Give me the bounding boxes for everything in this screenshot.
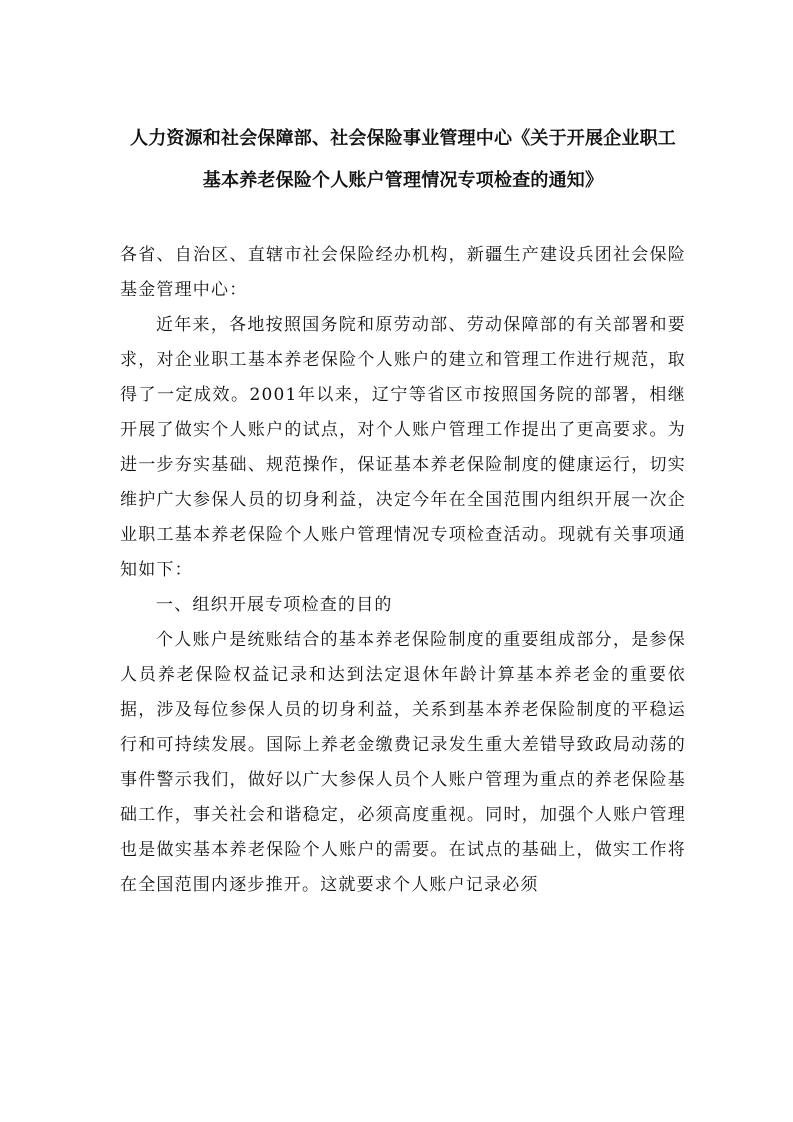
title-line-2: 基本养老保险个人账户管理情况专项检查的通知》 — [202, 170, 604, 191]
paragraph-purpose: 个人账户是统账结合的基本养老保险制度的重要组成部分，是参保人员养老保险权益记录和达到法定退休年龄计算基本养老金的重要依据，涉及每位参保人员的切身利益，关系到基本养老保险制度的平稳运行和可持续发展。国际上养老金缴费记录发生重大差错导致政局动荡的事件警示我们，做好以广大参保人员个人账户管理为重点的养老保险基础工作，事关社会和谐稳定，必须高度重视。同时，加强个人账户管理也是做实基本养老保险个人账户的需要。在试点的基础上，做实工作将在全国范围内逐步推开。这就要求个人账户记录必须 — [120, 630, 686, 895]
salutation: 各省、自治区、直辖市社会保险经办机构，新疆生产建设兵团社会保险基金管理中心： — [120, 245, 686, 300]
document-page — [120, 0, 686, 1122]
title-line-1: 人力资源和社会保障部、社会保险事业管理中心《关于开展企业职工 — [130, 128, 676, 149]
document-body — [120, 238, 686, 903]
document-title — [120, 118, 686, 202]
section-heading-1: 一、组织开展专项检查的目的 — [156, 595, 393, 615]
paragraph-intro: 近年来，各地按照国务院和原劳动部、劳动保障部的有关部署和要求，对企业职工基本养老保险个人账户的建立和管理工作进行规范，取得了一定成效。2001年以来，辽宁等省区市按照国务院的部署，相继开展了做实个人账户的试点，对个人账户管理工作提出了更高要求。为进一步夯实基础、规范操作，保证基本养老保险制度的健康运行，切实维护广大参保人员的切身利益，决定今年在全国范围内组织开展一次企业职工基本养老保险个人账户管理情况专项检查活动。现就有关事项通知如下： — [120, 315, 686, 580]
